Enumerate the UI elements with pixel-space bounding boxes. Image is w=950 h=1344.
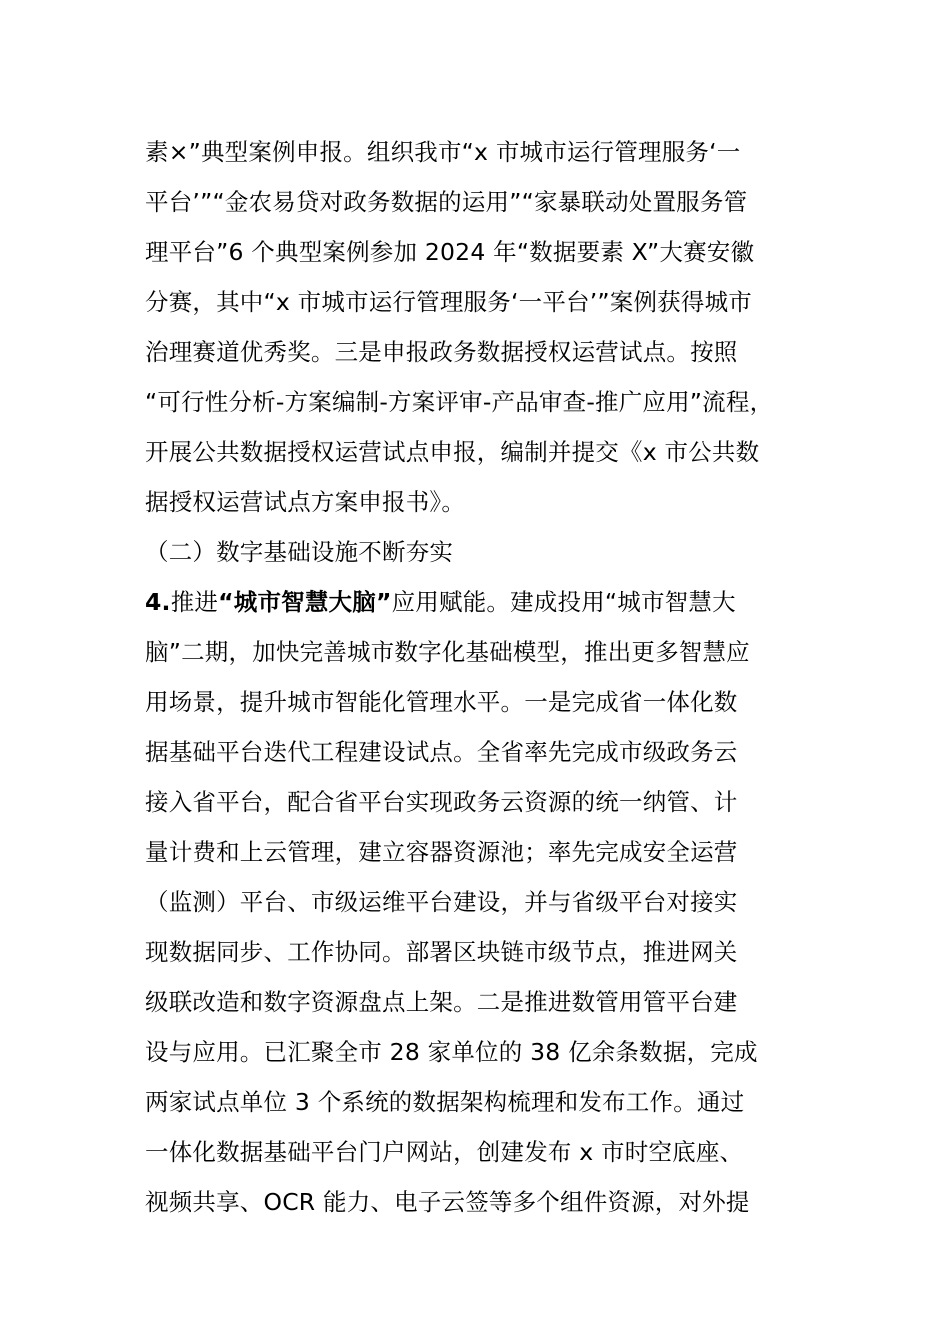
item-heading-post: 应用赋能。 bbox=[391, 588, 511, 616]
text-line: 视频共享、OCR 能力、电子云签等多个组件资源，对外提 bbox=[145, 1188, 750, 1216]
text-line: 设与应用。已汇聚全市 28 家单位的 38 亿余条数据，完成 bbox=[145, 1038, 758, 1066]
text-line: 据授权运营试点方案申报书》。 bbox=[145, 488, 466, 516]
section-heading: （二）数字基础设施不断夯实 bbox=[145, 538, 454, 566]
text-line: 一体化数据基础平台门户网站，创建发布 x 市时空底座、 bbox=[145, 1138, 744, 1166]
item-heading-pre: 推进 bbox=[170, 588, 219, 616]
item-first-line-rest: 建成投用“城市智慧大 bbox=[510, 588, 736, 616]
body-text bbox=[145, 127, 825, 1227]
text-line: 用场景，提升城市智能化管理水平。一是完成省一体化数 bbox=[145, 688, 738, 716]
text-line: 两家试点单位 3 个系统的数据架构梳理和发布工作。通过 bbox=[145, 1088, 745, 1116]
text-line: 分赛，其中“x 市城市运行管理服务‘一平台’”案例获得城市 bbox=[145, 288, 752, 316]
item-number: 4. bbox=[145, 588, 171, 616]
text-line: （监测）平台、市级运维平台建设，并与省级平台对接实 bbox=[145, 888, 738, 916]
text-line: 理平台”6 个典型案例参加 2024 年“数据要素 X”大赛安徽 bbox=[145, 238, 755, 266]
text-line: 脑”二期，加快完善城市数字化基础模型，推出更多智慧应 bbox=[145, 638, 750, 666]
text-line: “可行性分析-方案编制-方案评审-产品审查-推广应用”流程， bbox=[145, 388, 774, 416]
text-line: 量计费和上云管理，建立容器资源池；率先完成安全运营 bbox=[145, 838, 738, 866]
text-line: 素×”典型案例申报。组织我市“x 市城市运行管理服务‘一 bbox=[145, 138, 741, 166]
text-line: 据基础平台迭代工程建设试点。全省率先完成市级政务云 bbox=[145, 738, 738, 766]
text-line: 现数据同步、工作协同。部署区块链市级节点，推进网关 bbox=[145, 938, 738, 966]
text-line: 开展公共数据授权运营试点申报，编制并提交《x 市公共数 bbox=[145, 438, 760, 466]
text-line: 平台’”“金农易贷对政务数据的运用”“家暴联动处置服务管 bbox=[145, 188, 748, 216]
text-line: 级联改造和数字资源盘点上架。二是推进数管用管平台建 bbox=[145, 988, 738, 1016]
text-line: 接入省平台，配合省平台实现政务云资源的统一纳管、计 bbox=[145, 788, 738, 816]
item-4-first-line bbox=[145, 577, 825, 627]
text-line: 治理赛道优秀奖。三是申报政务数据授权运营试点。按照 bbox=[145, 338, 738, 366]
item-heading-quoted: “城市智慧大脑” bbox=[218, 588, 392, 616]
